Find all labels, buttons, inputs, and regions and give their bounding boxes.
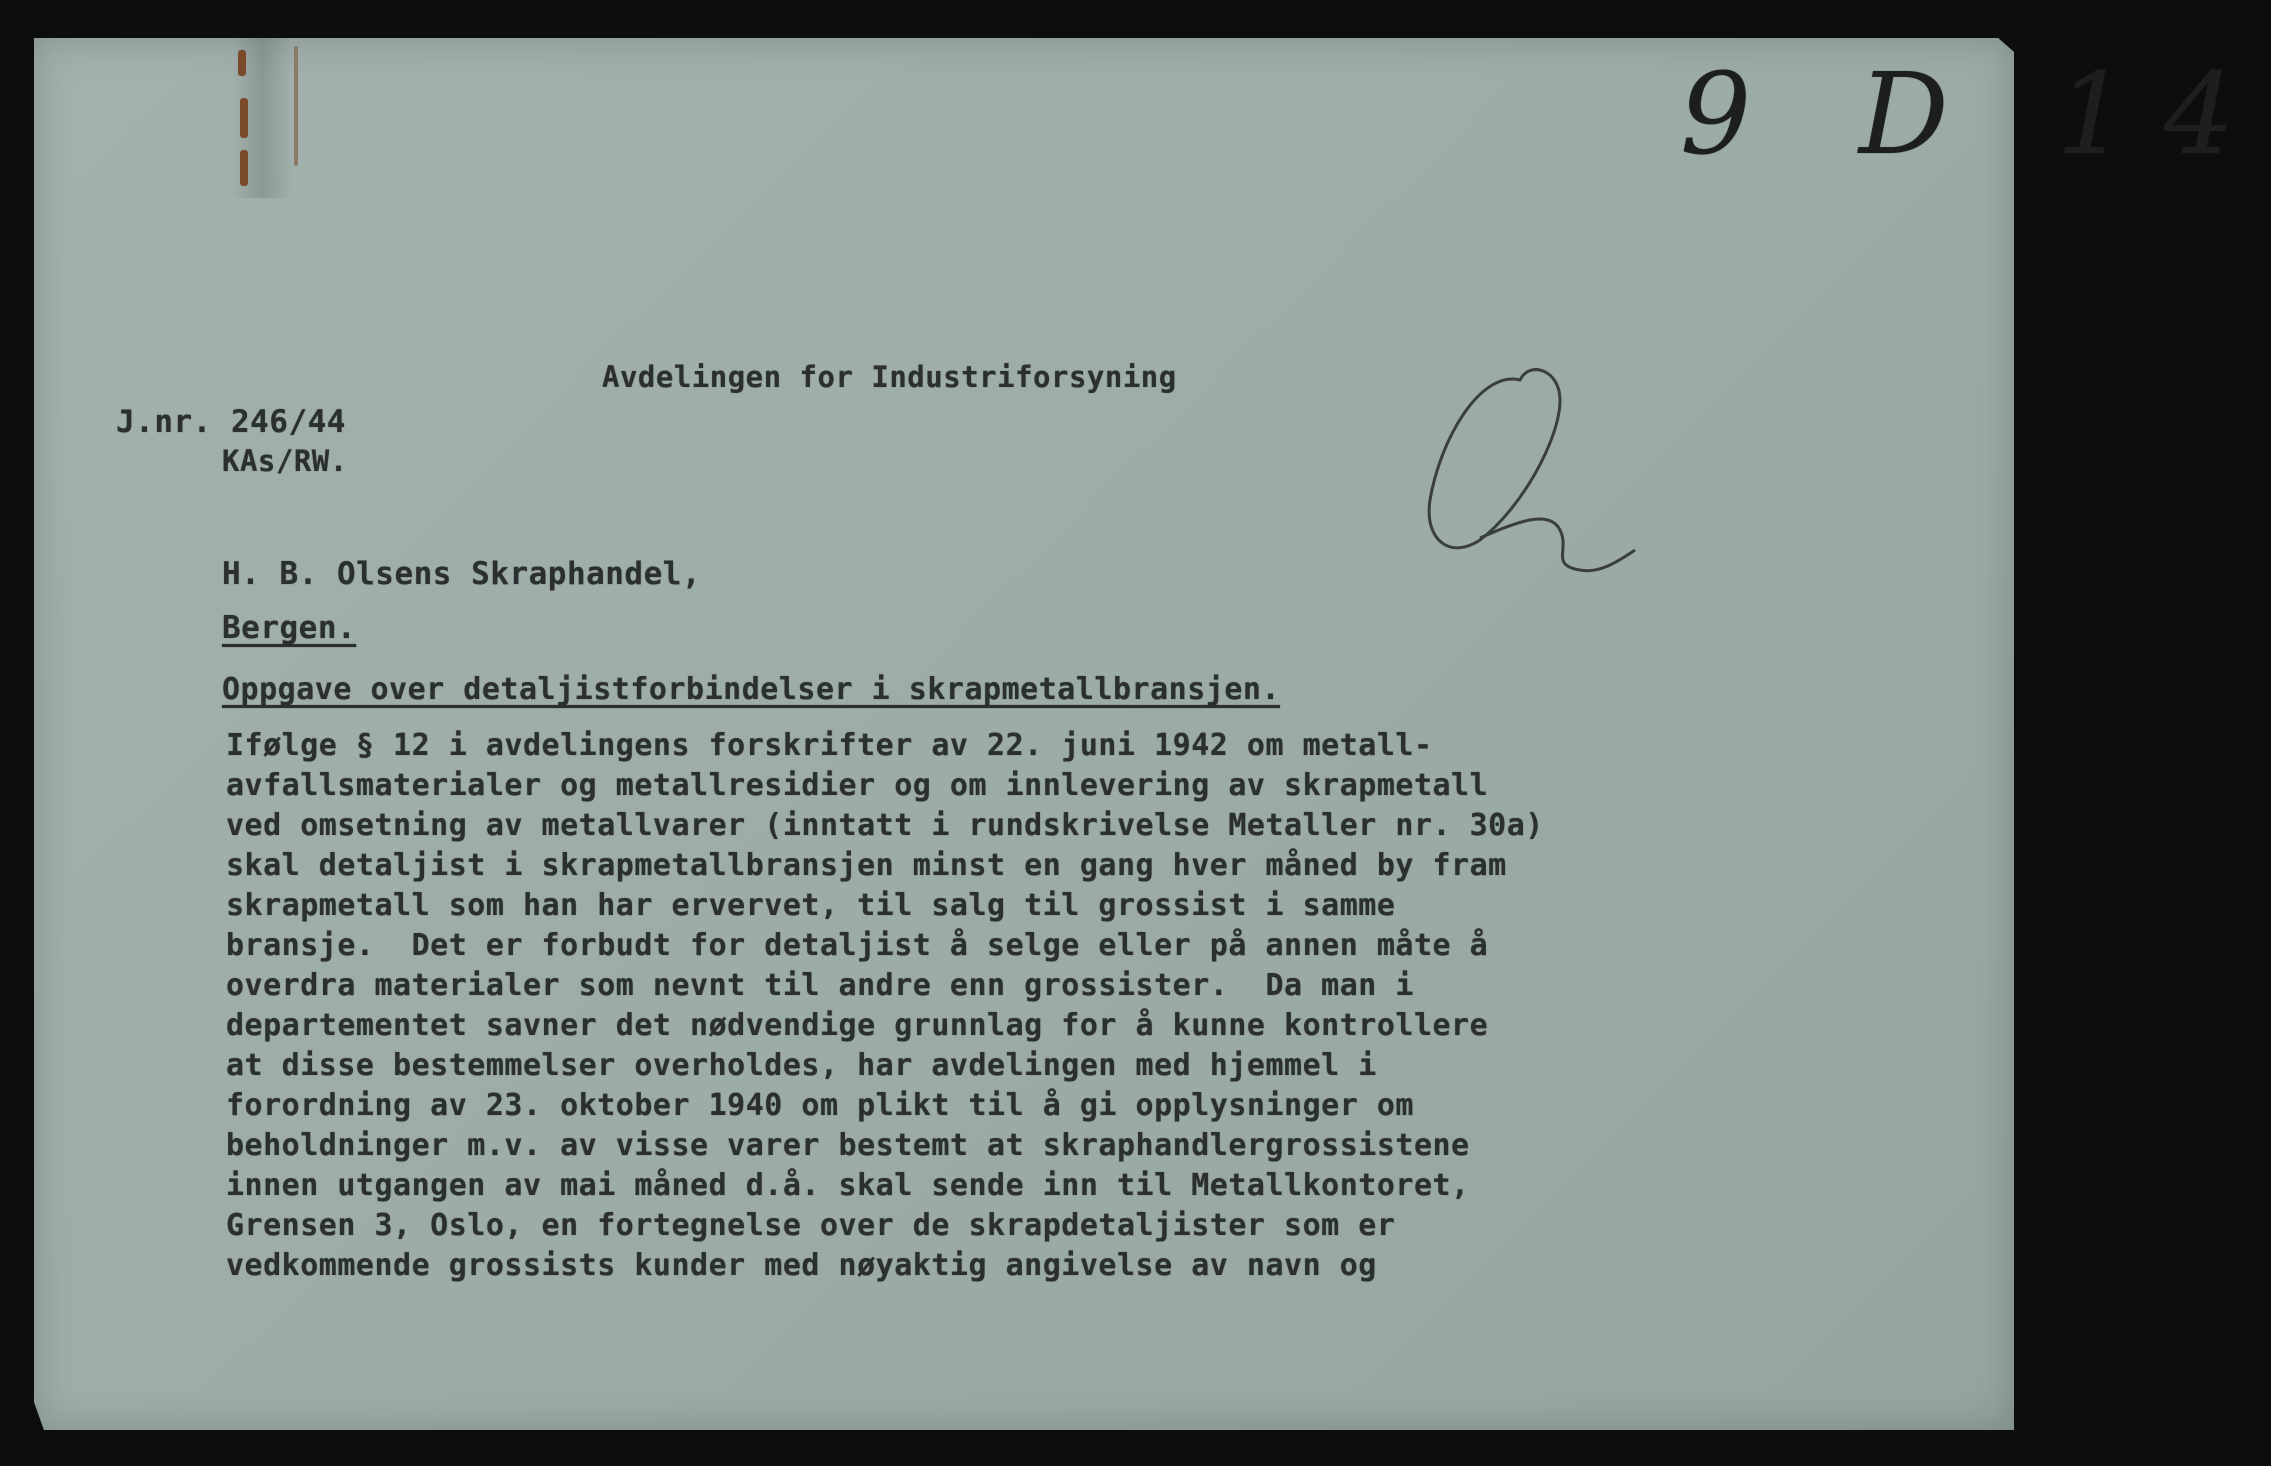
journal-number: J.nr. 246/44 bbox=[116, 404, 346, 440]
body-line: Ifølge § 12 i avdelingens forskrifter av 22. juni 1942 om metall- bbox=[226, 728, 1433, 763]
body-line: beholdninger m.v. av visse varer bestemt at skraphandlergrossistene bbox=[226, 1128, 1470, 1163]
body-line: bransje. Det er forbudt for detaljist å selge eller på annen måte å bbox=[226, 928, 1489, 963]
body-line: avfallsmaterialer og metallresidier og om innlevering av skrapmetall bbox=[226, 768, 1489, 803]
body-line: skal detaljist i skrapmetallbransjen minst en gang hver måned by fram bbox=[226, 848, 1507, 883]
rust-mark-top bbox=[238, 50, 246, 76]
body-line: Grensen 3, Oslo, en fortegnelse over de skrapdetaljister som er bbox=[226, 1208, 1396, 1243]
body-line: overdra materialer som nevnt til andre enn grossister. Da man i bbox=[226, 968, 1414, 1003]
initials-reference: KAs/RW. bbox=[222, 444, 348, 478]
body-line: ved omsetning av metallvarer (inntatt i rundskrivelse Metaller nr. 30a) bbox=[226, 808, 1544, 843]
letter-subject: Oppgave over detaljistforbindelser i skrapmetallbransjen. bbox=[222, 672, 1281, 707]
department-heading: Avdelingen for Industriforsyning bbox=[602, 360, 1177, 394]
rust-mark-low bbox=[294, 46, 298, 166]
recipient-name: H. B. Olsens Skraphandel, bbox=[222, 556, 702, 592]
body-line: vedkommende grossists kunder med nøyaktig angivelse av navn og bbox=[226, 1248, 1377, 1283]
recipient-city: Bergen. bbox=[222, 610, 357, 646]
body-line: skrapmetall som han har ervervet, til salg til grossist i samme bbox=[226, 888, 1396, 923]
rust-mark-middle bbox=[240, 98, 248, 138]
handwritten-initials bbox=[1410, 360, 1650, 580]
body-line: forordning av 23. oktober 1940 om plikt til å gi opplysninger om bbox=[226, 1088, 1414, 1123]
body-line: at disse bestemmelser overholdes, har avdelingen med hjemmel i bbox=[226, 1048, 1377, 1083]
body-line: departementet savner det nødvendige grunnlag for å kunne kontrollere bbox=[226, 1008, 1489, 1043]
body-line: innen utgangen av mai måned d.å. skal sende inn til Metallkontoret, bbox=[226, 1168, 1470, 1203]
rust-mark-bottom bbox=[240, 150, 248, 186]
handwritten-reference: 9 D 14 bbox=[1680, 50, 2271, 180]
